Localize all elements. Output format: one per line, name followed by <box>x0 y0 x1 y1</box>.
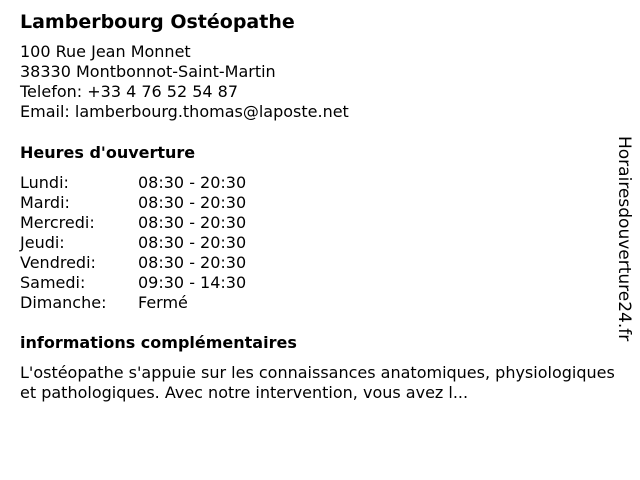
business-card <box>20 10 616 403</box>
hours-time: 08:30 - 20:30 <box>138 233 247 252</box>
hours-time: 08:30 - 20:30 <box>138 193 247 212</box>
additional-info-text: L'ostéopathe s'appuie sur les connaissances anatomiques, physiologiques et pathologiques. Avec notre intervention, vous avez l... <box>20 363 615 402</box>
business-name: Lamberbourg Ostéopathe <box>20 11 295 33</box>
address-city: 38330 Montbonnot-Saint-Martin <box>20 62 276 81</box>
hours-row-thursday <box>20 233 616 253</box>
hours-row-saturday <box>20 273 616 293</box>
hours-day: Jeudi: <box>20 233 65 252</box>
hours-time: 08:30 - 20:30 <box>138 173 247 192</box>
hours-time: 09:30 - 14:30 <box>138 273 247 292</box>
opening-hours-heading: Heures d'ouverture <box>20 143 196 162</box>
email-address: Email: lamberbourg.thomas@laposte.net <box>20 102 349 121</box>
hours-day: Mercredi: <box>20 213 95 232</box>
hours-row-friday <box>20 253 616 273</box>
opening-hours-table <box>20 173 616 313</box>
hours-day: Dimanche: <box>20 293 107 312</box>
hours-row-sunday <box>20 293 616 313</box>
hours-time: 08:30 - 20:30 <box>138 213 247 232</box>
hours-day: Mardi: <box>20 193 70 212</box>
hours-row-monday <box>20 173 616 193</box>
hours-row-tuesday <box>20 193 616 213</box>
hours-day: Lundi: <box>20 173 69 192</box>
additional-info-heading: informations complémentaires <box>20 333 297 352</box>
hours-day: Vendredi: <box>20 253 96 272</box>
hours-day: Samedi: <box>20 273 86 292</box>
hours-row-wednesday <box>20 213 616 233</box>
hours-time: Fermé <box>138 293 188 312</box>
address-street: 100 Rue Jean Monnet <box>20 42 191 61</box>
hours-time: 08:30 - 20:30 <box>138 253 247 272</box>
site-watermark: Horairesdouverture24.fr <box>614 136 634 342</box>
phone-number: Telefon: +33 4 76 52 54 87 <box>20 82 239 101</box>
